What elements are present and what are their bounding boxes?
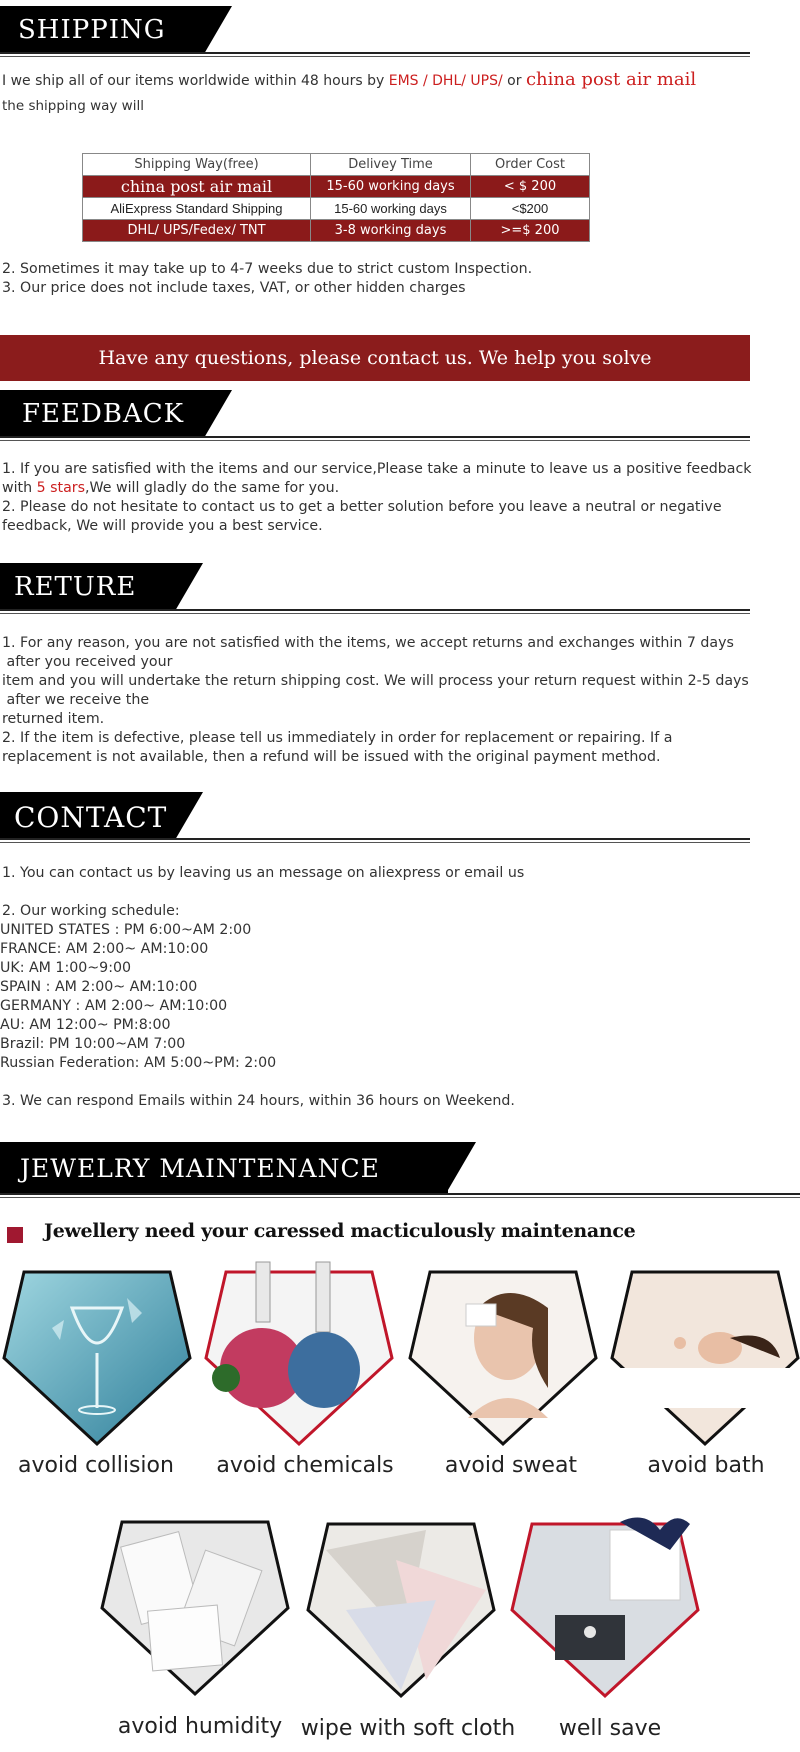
schedule-line: SPAIN : AM 2:00~ AM:10:00: [0, 979, 198, 995]
return-line: item and you will undertake the return shipping cost. We will process your return request within 2-5 days: [2, 673, 749, 689]
contact-title: CONTACT: [14, 801, 168, 834]
tip-label: avoid sweat: [444, 1453, 578, 1478]
shipping-intro: I we ship all of our items worldwide within 48 hours by EMS / DHL/ UPS/ or china post air mail: [2, 69, 697, 90]
feedback-p2b: feedback, We will provide you a best service.: [2, 518, 323, 534]
contact-p1: 1. You can contact us by leaving us an message on aliexpress or email us: [2, 865, 525, 881]
return-line: replacement is not available, then a refund will be issued with the original payment method.: [2, 749, 661, 765]
table-cell: 15-60 working days: [311, 198, 471, 220]
tip-chemicals-image: [204, 1258, 394, 1438]
return-line: after we receive the: [2, 692, 150, 708]
tip-label: well save: [558, 1716, 662, 1741]
return-line: 2. If the item is defective, please tell us immediately in order for replacement or repairing. If a: [2, 730, 673, 746]
tip-collision-image: [2, 1268, 192, 1448]
table-cell: DHL/ UPS/Fedex/ TNT: [83, 220, 311, 242]
table-cell: < $ 200: [471, 176, 590, 198]
table-row: [83, 176, 590, 198]
schedule-line: FRANCE: AM 2:00~ AM:10:00: [0, 941, 209, 957]
contact-p3: 3. We can respond Emails within 24 hours, within 36 hours on Weekend.: [2, 1093, 515, 1109]
feedback-title: FEEDBACK: [22, 399, 185, 429]
return-title: RETURE: [14, 572, 137, 602]
shipping-title: SHIPPING: [18, 15, 166, 45]
maintenance-title: JEWELRY MAINTENANCE: [20, 1154, 380, 1183]
tip-label: avoid humidity: [117, 1714, 283, 1739]
schedule-line: AU: AM 12:00~ PM:8:00: [0, 1017, 171, 1033]
return-header: [0, 563, 203, 611]
shipping-table: [82, 153, 590, 242]
tip-label: avoid bath: [647, 1453, 765, 1478]
feedback-header: [0, 390, 232, 438]
maintenance-subtitle: Jewellery need your caressed macticulously maintenance: [44, 1220, 636, 1242]
shipping-rule: [0, 52, 750, 57]
schedule-line: Russian Federation: AM 5:00~PM: 2:00: [0, 1055, 277, 1071]
tip-sweat-image: [408, 1268, 598, 1448]
maintenance-rule: [0, 1193, 800, 1198]
maintenance-header: [0, 1142, 478, 1194]
schedule-line: UNITED STATES : PM 6:00~AM 2:00: [0, 922, 252, 938]
tip-save-image: [510, 1510, 700, 1690]
contact-header: [0, 792, 203, 840]
schedule-line: Brazil: PM 10:00~AM 7:00: [0, 1036, 186, 1052]
table-header-row: [83, 154, 590, 176]
table-cell: AliExpress Standard Shipping: [83, 198, 311, 220]
table-header-cell: Shipping Way(free): [83, 154, 311, 176]
shipping-note-3: 3. Our price does not include taxes, VAT, or other hidden charges: [2, 280, 466, 296]
tip-label: avoid chemicals: [216, 1453, 394, 1478]
tip-label: wipe with soft cloth: [300, 1716, 516, 1741]
return-line: 1. For any reason, you are not satisfied with the items, we accept returns and exchanges within 7 days: [2, 635, 734, 651]
return-line: after you received your: [2, 654, 173, 670]
tip-humidity-image: [100, 1518, 290, 1698]
schedule-line: UK: AM 1:00~9:00: [0, 960, 132, 976]
shipping-header: [0, 6, 232, 54]
contact-banner: Have any questions, please contact us. We help you solve: [0, 335, 750, 381]
table-cell: >=$ 200: [471, 220, 590, 242]
shipping-carriers: EMS / DHL/ UPS/: [388, 73, 503, 89]
schedule-line: GERMANY : AM 2:00~ AM:10:00: [0, 998, 228, 1014]
table-cell: 15-60 working days: [311, 176, 471, 198]
table-row: [83, 220, 590, 242]
table-header-cell: Order Cost: [471, 154, 590, 176]
table-cell: <$200: [471, 198, 590, 220]
table-header-cell: Delivey Time: [311, 154, 471, 176]
table-cell: 3-8 working days: [311, 220, 471, 242]
shipping-note-2: 2. Sometimes it may take up to 4-7 weeks due to strict custom Inspection.: [2, 261, 533, 277]
feedback-p2a: 2. Please do not hesitate to contact us to get a better solution before you leave a neutral or negative: [2, 499, 722, 515]
table-cell: china post air mail: [83, 176, 311, 198]
feedback-p1b: with 5 stars,We will gladly do the same for you.: [2, 480, 340, 496]
shipping-post: china post air mail: [525, 69, 697, 90]
return-rule: [0, 609, 750, 614]
feedback-p1a: 1. If you are satisfied with the items and our service,Please take a minute to leave us a positive feedback: [2, 461, 752, 477]
tip-label: avoid collision: [18, 1453, 174, 1478]
contact-rule: [0, 838, 750, 843]
bullet-square: [7, 1227, 23, 1243]
table-row: [83, 198, 590, 220]
five-stars-text: 5 stars: [36, 480, 86, 496]
shipping-line2: the shipping way will: [2, 98, 144, 114]
feedback-rule: [0, 436, 750, 441]
return-line: returned item.: [2, 711, 105, 727]
schedule-title: 2. Our working schedule:: [2, 903, 180, 919]
tip-bath-image: [610, 1268, 800, 1448]
tip-cloth-image: [306, 1520, 496, 1700]
